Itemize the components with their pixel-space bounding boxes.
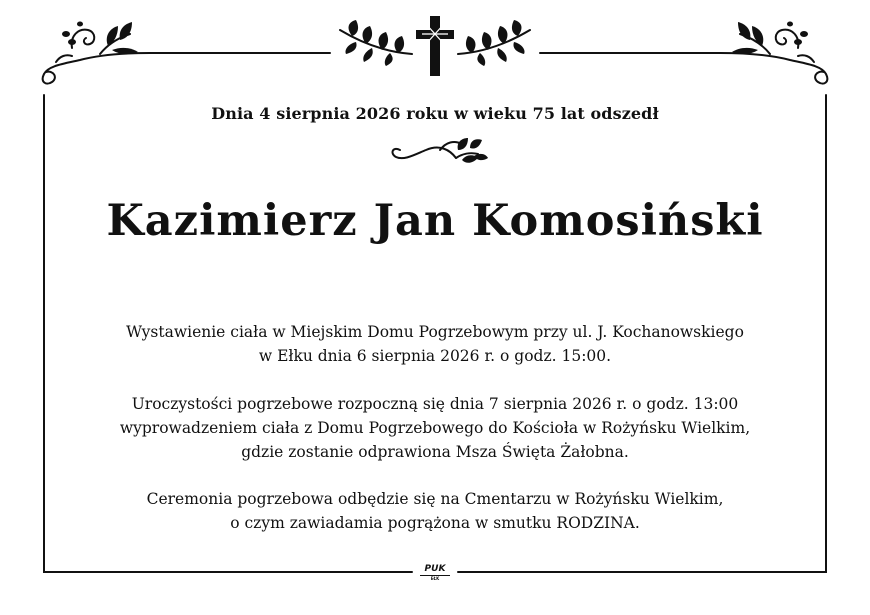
flourish-icon (720, 30, 827, 84)
text-line: w Ełku dnia 6 sierpnia 2026 r. o godz. 15:00. (258, 347, 612, 365)
text-line: gdzie zostanie odprawiona Msza Święta Żałobna. (241, 443, 629, 461)
logo-main-text: PUK (424, 564, 446, 574)
viewing-paragraph (0, 320, 870, 368)
ceremony-paragraph (0, 392, 870, 464)
text-line: o czym zawiadamia pogrążona w smutku RODZINA. (230, 514, 640, 532)
text-line: Uroczystości pogrzebowe rozpoczną się dnia 7 sierpnia 2026 r. o godz. 13:00 (131, 395, 739, 413)
logo-sub-text: EŁK (420, 575, 450, 581)
puk-logo (416, 565, 454, 581)
death-announcement-line: Dnia 4 sierpnia 2026 roku w wieku 75 lat odszedł (211, 104, 659, 123)
text-line: wyprowadzeniem ciała z Domu Pogrzebowego do Kościoła w Rożyńsku Wielkim, (119, 419, 751, 437)
flourish-icon (43, 30, 150, 84)
text-line: Ceremonia pogrzebowa odbędzie się na Cmentarzu w Rożyńsku Wielkim, (146, 490, 724, 508)
leaf-vine-icon (393, 138, 488, 163)
burial-paragraph (0, 487, 870, 535)
cross-with-laurel-icon (340, 16, 530, 76)
text-line: Wystawienie ciała w Miejskim Domu Pogrzebowym przy ul. J. Kochanowskiego (126, 323, 744, 341)
deceased-name: Kazimierz Jan Komosiński (106, 196, 764, 246)
